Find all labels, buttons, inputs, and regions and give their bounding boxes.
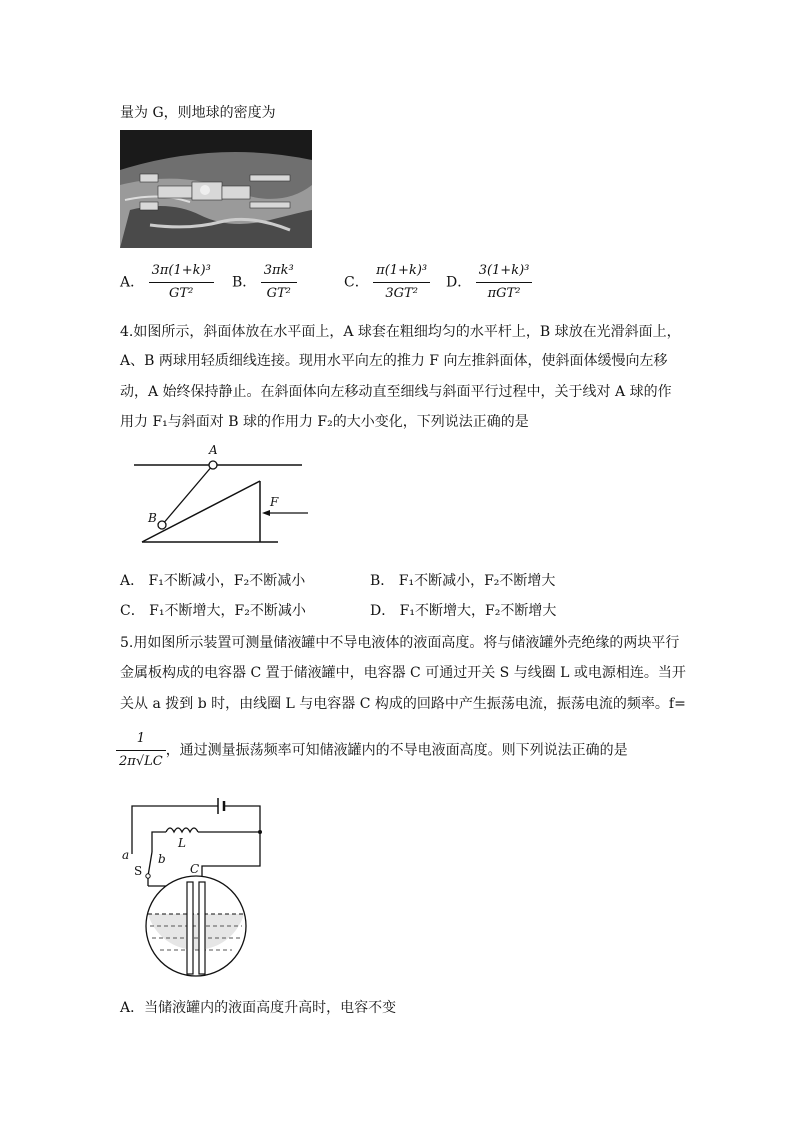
formula-denominator: 2π√LC: [119, 754, 163, 769]
q5-stem-line-3: 关从 a 拨到 b 时，由线圈 L 与电容器 C 构成的回路中产生振荡电流，振荡电流的频率。f=: [120, 696, 686, 712]
option-fraction: [261, 262, 297, 303]
q3-option-c[interactable]: [344, 262, 430, 303]
fraction-denominator: GT²: [169, 286, 194, 301]
coil-wire-left: [152, 832, 166, 852]
label-l: L: [178, 836, 186, 850]
incline-diagram: [120, 445, 312, 547]
connecting-thread: [162, 465, 213, 525]
fraction-denominator: GT²: [266, 286, 291, 301]
q4-stem-line-4: 用力 F₁与斜面对 B 球的作用力 F₂的大小变化，下列说法正确的是: [120, 414, 529, 430]
q4-stem-line-3: 动，A 始终保持静止。在斜面体向左移动直至细线与斜面平行过程中，关于线对 A 球的作: [120, 384, 672, 400]
ball-a: [209, 461, 217, 469]
ball-b: [158, 521, 166, 529]
label-s: S: [134, 864, 143, 878]
fraction-denominator: 3GT²: [385, 286, 418, 301]
q5-stem-line-2: 金属板构成的电容器 C 置于储液罐中，电容器 C 可通过开关 S 与线圈 L 或电源相连。当开: [120, 665, 686, 681]
space-station-illustration: [120, 130, 312, 248]
space-station-photo: [120, 130, 312, 248]
switch-pivot: [146, 874, 150, 878]
q3-option-d[interactable]: [446, 262, 532, 303]
label-a: A: [209, 443, 218, 457]
q4-stem-line-2: A、B 两球用轻质细线连接。现用水平向左的推力 F 向左推斜面体，使斜面体缓慢向左移: [120, 353, 668, 369]
force-arrowhead: [262, 510, 270, 516]
capacitor-plate-right: [199, 882, 205, 974]
inductor-coil: [166, 828, 198, 832]
battery-return-wire: [224, 806, 260, 832]
q4-stem-line-1: 4.如图所示，斜面体放在水平面上，A 球套在粗细均匀的水平杆上，B 球放在光滑斜面上，: [120, 324, 681, 340]
q3-option-a[interactable]: [120, 262, 214, 303]
option-letter: A．: [120, 274, 145, 291]
q5-stem-line-1: 5.用如图所示装置可测量储液罐中不导电液体的液面高度。将与储液罐外壳绝缘的两块平行: [120, 635, 680, 651]
q4-option-c[interactable]: C． F₁不断增大，F₂不断减小: [120, 603, 306, 619]
q5-stem-line-4: ，通过测量振荡频率可知储液罐内的不导电液面高度。则下列说法正确的是: [165, 742, 628, 759]
option-fraction: [373, 262, 430, 303]
option-fraction: [476, 262, 533, 303]
option-letter: D．: [446, 274, 472, 291]
fraction-numerator: π(1+k)³: [373, 262, 430, 283]
fraction-denominator: πGT²: [487, 286, 521, 301]
label-switch-a: a: [122, 848, 130, 862]
capacitor-right-wire: [202, 832, 260, 882]
incline-surface: [142, 481, 260, 542]
label-c: C: [190, 862, 200, 876]
capacitor-plate-left: [187, 882, 193, 974]
label-b: B: [148, 511, 157, 525]
q4-option-b[interactable]: B． F₁不断减小，F₂不断增大: [370, 573, 556, 589]
incline-figure: [120, 445, 312, 547]
label-switch-b: b: [158, 852, 166, 866]
fraction-numerator: 3πk³: [261, 262, 297, 283]
q3-option-b[interactable]: [232, 262, 297, 303]
frequency-formula: [116, 730, 166, 771]
label-f: F: [270, 495, 279, 509]
battery-wire: [132, 806, 218, 848]
lc-circuit-figure: [120, 786, 266, 986]
q5-option-a[interactable]: A．当储液罐内的液面高度升高时，电容不变: [120, 1000, 397, 1016]
fraction-numerator: 3π(1+k)³: [149, 262, 214, 283]
q4-option-d[interactable]: D． F₁不断增大，F₂不断增大: [370, 603, 557, 619]
formula-numerator: 1: [116, 730, 166, 751]
option-letter: C．: [344, 274, 369, 291]
q5-formula-line: [116, 730, 628, 771]
fraction-numerator: 3(1+k)³: [476, 262, 533, 283]
switch-blade: [148, 852, 152, 876]
lc-circuit-diagram: [120, 786, 266, 986]
option-fraction: [149, 262, 214, 303]
q4-option-a[interactable]: A． F₁不断减小，F₂不断减小: [120, 573, 306, 589]
q3-intro: 量为 G，则地球的密度为: [120, 105, 276, 121]
option-letter: B．: [232, 274, 257, 291]
